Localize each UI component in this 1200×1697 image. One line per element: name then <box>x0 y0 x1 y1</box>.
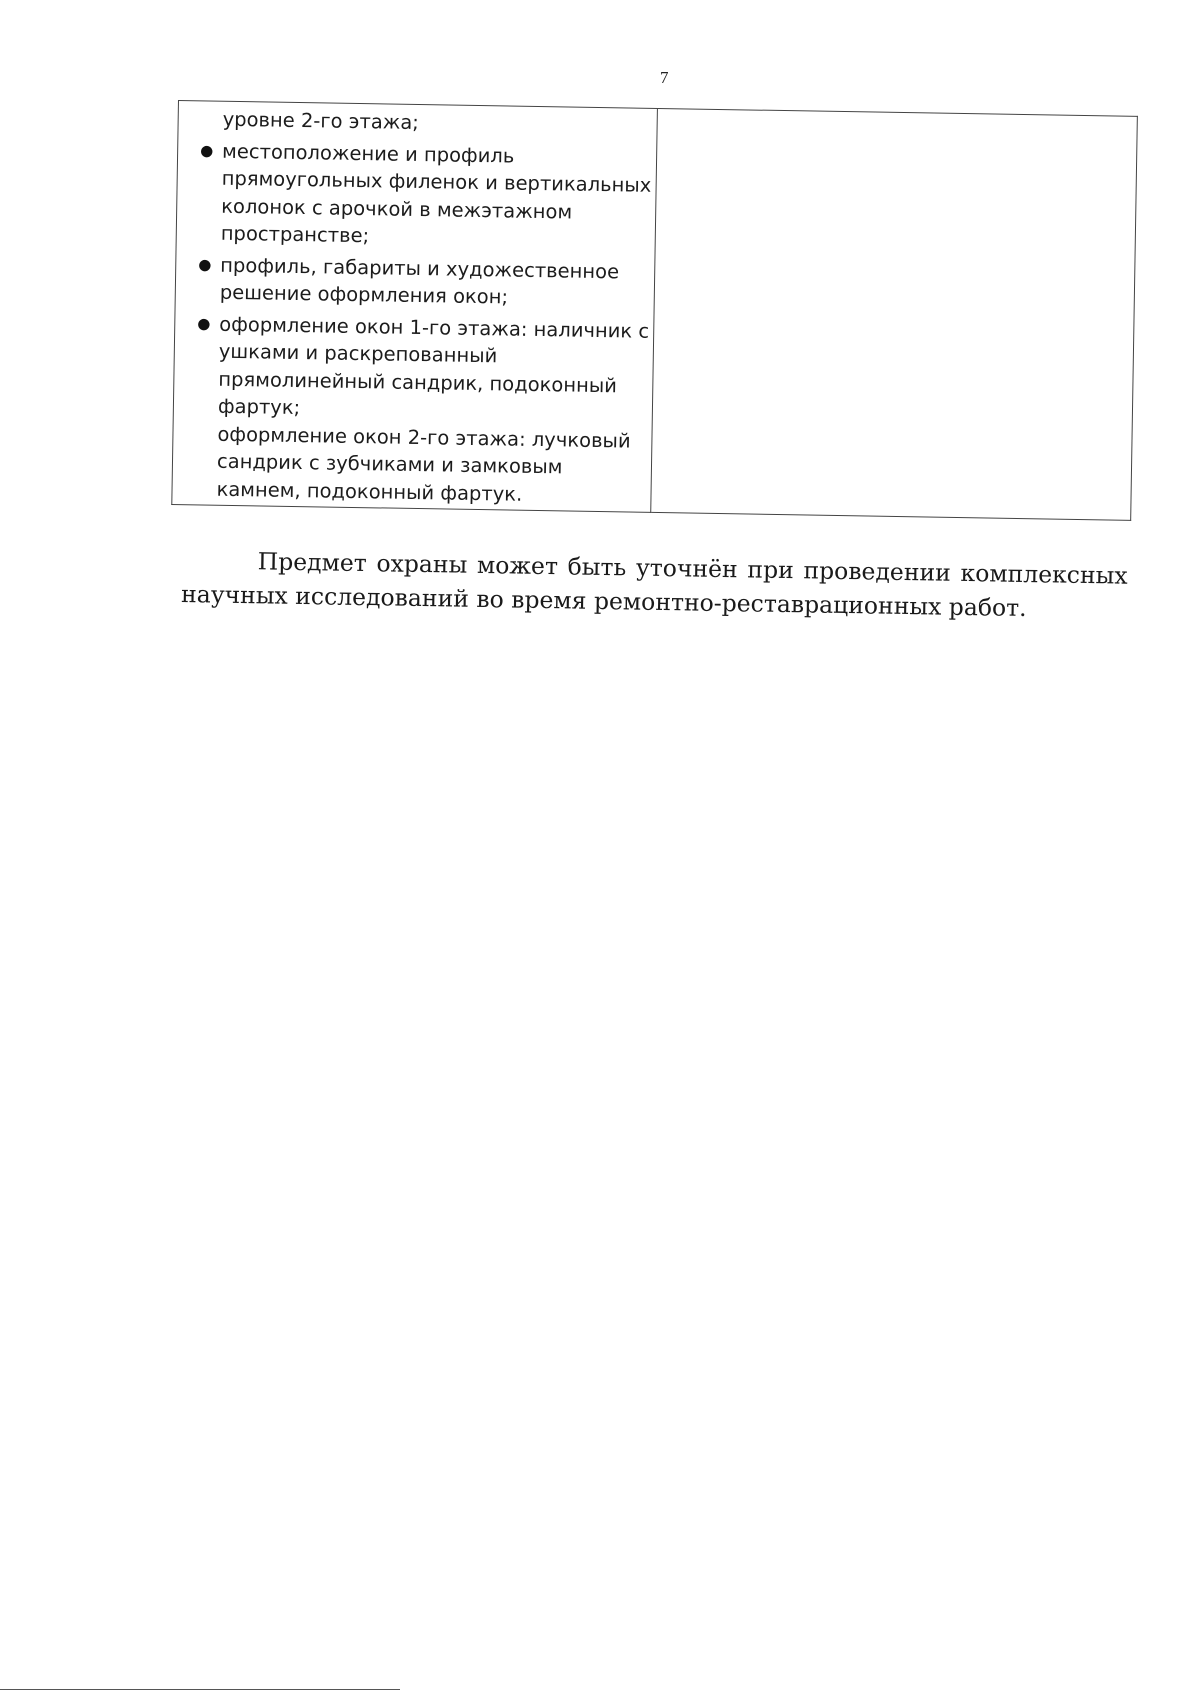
bullet-icon: ● <box>198 254 212 274</box>
line-text: решение оформления окон; <box>219 280 509 309</box>
line-text: ушками и раскрепованный <box>218 339 498 368</box>
paragraph-line: научных исследований во время ремонтно-реставрационных работ. <box>180 579 1027 623</box>
line-text: местоположение и профиль <box>221 139 515 168</box>
line-text: камнем, подоконный фартук. <box>216 477 523 506</box>
table-cell-empty <box>651 108 1138 520</box>
closing-paragraph <box>181 543 1128 627</box>
table-row <box>172 101 1138 521</box>
line-text: оформление окон 2-го этажа: лучковый <box>217 422 631 453</box>
table-cell-description <box>172 101 658 513</box>
bullet-icon: ● <box>200 140 214 160</box>
bullet-icon: ● <box>197 313 211 333</box>
line-text: уровне 2-го этажа; <box>222 107 420 134</box>
description-lines <box>172 105 652 510</box>
line-text: профиль, габариты и художественное <box>220 253 620 283</box>
line-text: пространстве; <box>220 221 370 248</box>
line-text: оформление окон 1-го этажа: наличник с <box>219 312 650 343</box>
line-text: прямолинейный сандрик, подоконный <box>218 367 618 397</box>
footer-rule <box>0 1689 400 1690</box>
line-text: колонок с арочкой в межэтажном <box>221 194 573 224</box>
line-text: сандрик с зубчиками и замковым <box>216 449 563 479</box>
line-text: прямоугольных филенок и вертикальных <box>221 166 652 197</box>
line-text: фартук; <box>217 394 301 420</box>
paragraph-line: Предмет охраны может быть уточнён при проведении комплексных <box>257 547 1128 590</box>
protection-table <box>171 100 1138 521</box>
list-item-text <box>178 105 652 140</box>
page-number: 7 <box>660 68 669 87</box>
